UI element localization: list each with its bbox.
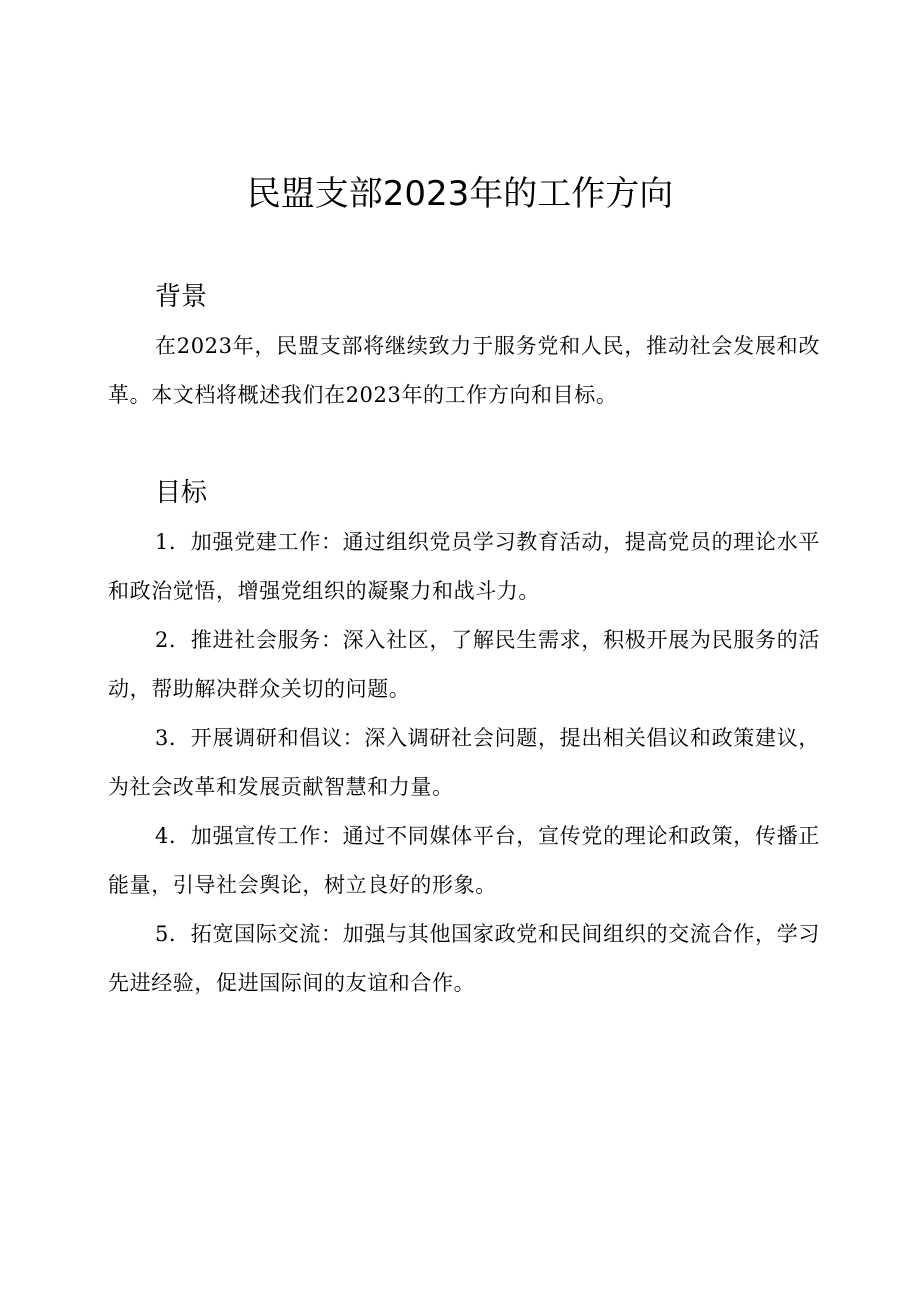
goal-item-1: 1．加强党建工作：通过组织党员学习教育活动，提高党员的理论水平和政治觉悟，增强党组织的凝聚力和战斗力。 <box>108 530 820 603</box>
section-heading-goals: 目标 <box>155 478 208 508</box>
background-paragraph: 在2023年，民盟支部将继续致力于服务党和人民，推动社会发展和改革。本文档将概述我们在2023年的工作方向和目标。 <box>108 334 820 407</box>
goal-item-2: 2．推进社会服务：深入社区，了解民生需求，积极开展为民服务的活动，帮助解决群众关切的问题。 <box>108 628 820 701</box>
goal-item-3: 3．开展调研和倡议：深入调研社会问题，提出相关倡议和政策建议，为社会改革和发展贡献智慧和力量。 <box>108 726 820 799</box>
goal-item-5: 5．拓宽国际交流：加强与其他国家政党和民间组织的交流合作，学习先进经验，促进国际间的友谊和合作。 <box>108 922 820 995</box>
goal-item-4: 4．加强宣传工作：通过不同媒体平台，宣传党的理论和政策，传播正能量，引导社会舆论，树立良好的形象。 <box>108 824 820 897</box>
document-title: 民盟支部2023年的工作方向 <box>246 174 674 214</box>
section-heading-background: 背景 <box>155 282 208 312</box>
